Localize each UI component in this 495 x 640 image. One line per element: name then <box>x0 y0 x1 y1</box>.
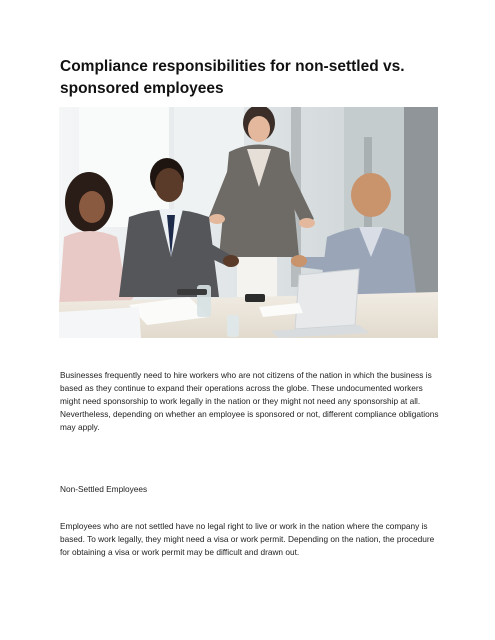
document-title: Compliance responsibilities for non-settled vs. sponsored employees <box>60 58 405 97</box>
meeting-photo <box>59 107 438 338</box>
section-paragraph: Employees who are not settled have no legal right to live or work in the nation where the company is based. To work legally, they might need a visa or work permit. Depending on the nation, the procedure for obtaining a visa or work permit may be difficult and drawn out. <box>60 521 435 557</box>
section-heading: Non-Settled Employees <box>60 484 148 494</box>
intro-paragraph: Businesses frequently need to hire workers who are not citizens of the nation in which the business is based as they continue to expand their operations across the globe. These undocumented workers might need sponsorship to work legally in the nation or they might not need any sponsorship at all. Nevertheless, depending on whether an employee is sponsored or not, different compliance obligations may apply. <box>60 370 439 432</box>
